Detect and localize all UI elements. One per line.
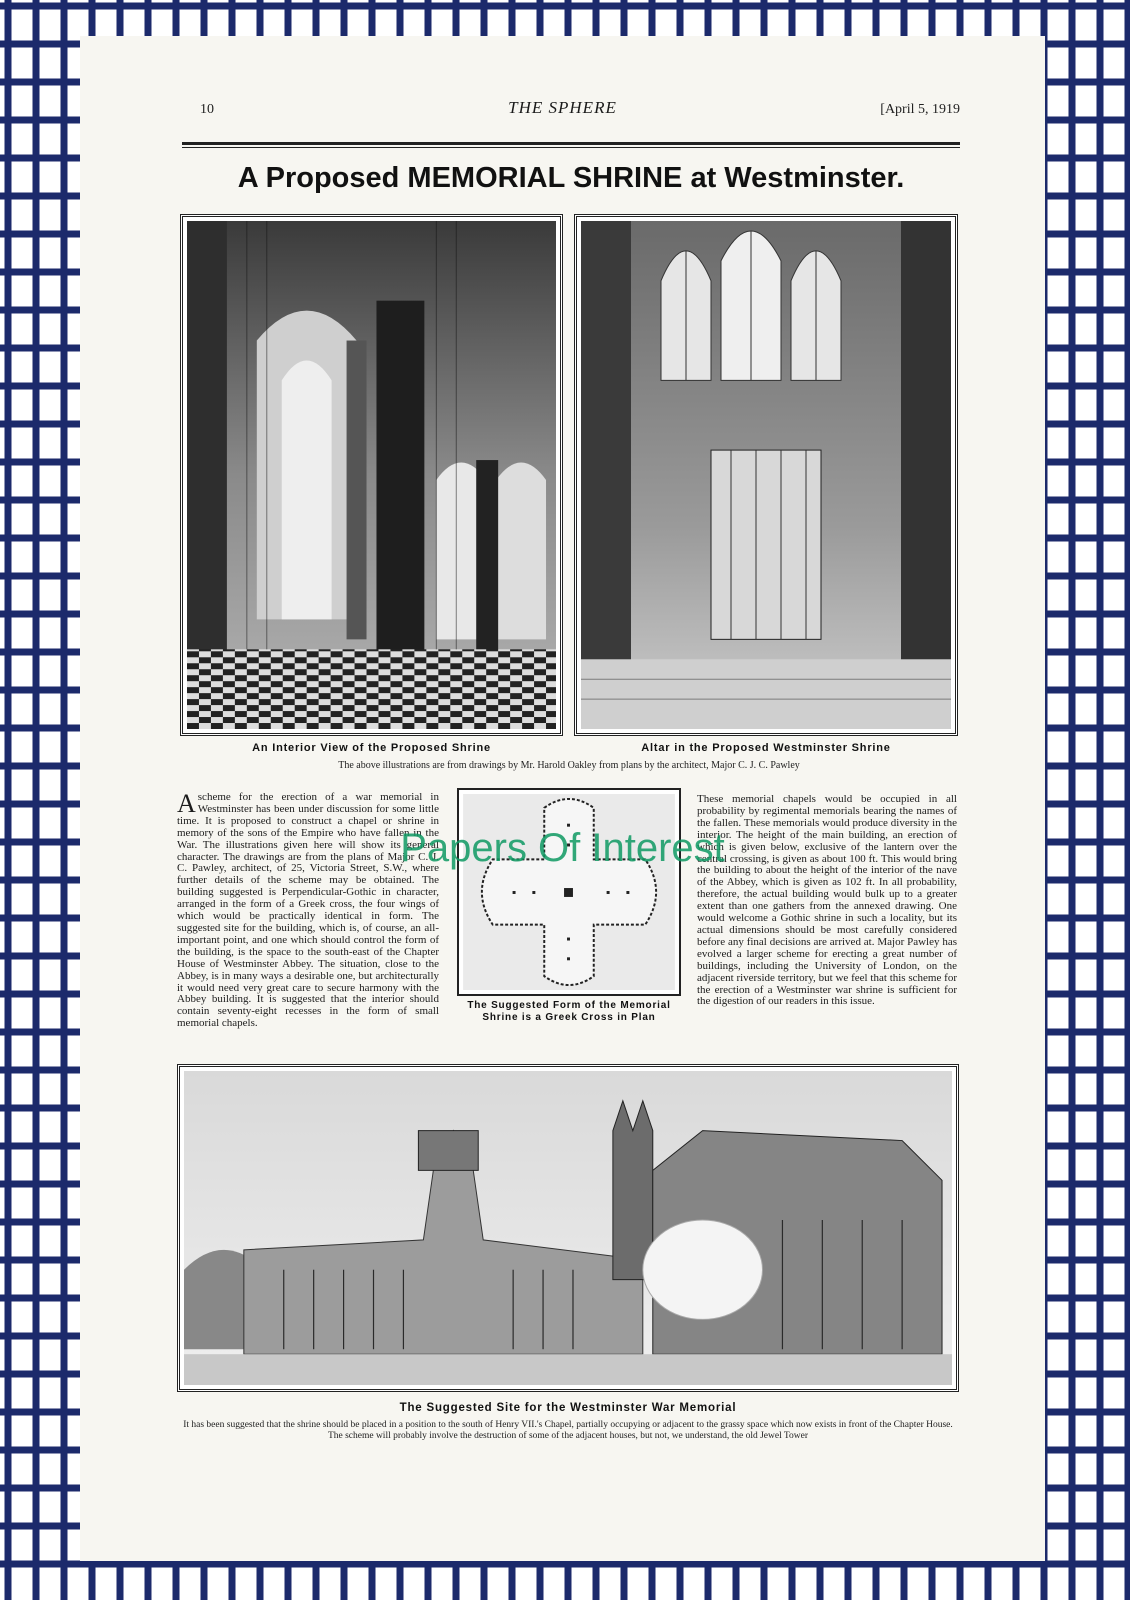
interior-view-illustration <box>180 214 563 736</box>
site-caption: The Suggested Site for the Westminster War Memorial <box>399 1402 737 1414</box>
greek-cross-plan <box>457 788 681 996</box>
plan-caption-line-2: Shrine is a Greek Cross in Plan <box>482 1012 656 1023</box>
greek-cross-plan-drawing <box>463 794 675 990</box>
drop-cap: A <box>177 789 196 818</box>
masthead: THE SPHERE <box>508 98 617 117</box>
header-rule <box>182 142 960 145</box>
issue-date: [April 5, 1919 <box>880 102 960 117</box>
altar-illustration <box>574 214 958 736</box>
watermark: Papers Of Interest <box>400 826 725 870</box>
plan-caption <box>450 1000 688 1024</box>
illustration-credit: The above illustrations are from drawings by Mr. Harold Oakley from plans by the architect, Major C. J. C. Pawley <box>338 760 800 771</box>
altar-caption: Altar in the Proposed Westminster Shrine <box>641 742 891 754</box>
newspaper-page <box>80 36 1045 1561</box>
site-note: It has been suggested that the shrine should be placed in a position to the south of Henry VII.'s Chapel, partially occupying or adjacent to the grassy space which now exists in front of the Chapter House. The scheme will probably involve the destruction of some of the adjacent houses, but not, we understand, the old Jewel Tower <box>183 1420 953 1441</box>
article-right-column: These memorial chapels would be occupied in all probability by regimental memorials bearing the names of the fallen. These memorials would produce diversity in the interior. The height of the main building, an erection of which is given below, exclusive of the lantern over the central crossing, is given as about 100 ft. This would bring the building to about the height of the interior of the nave of the Abbey, which is given as 102 ft. In all probability, therefore, the actual building would bulk up to a greater extent than one gathers from the annexed drawing. One would welcome a Gothic shrine in such a locality, but its actual dimensions should be most carefully considered before any final decisions are arrived at. Major Pawley has evolved a larger scheme for erecting a great number of buildings, including the University of London, on the adjacent riverside territory, but we feel that this scheme for the erection of a Westminster war shrine is sufficient for the digestion of our readers in this issue. <box>697 793 957 1008</box>
suggested-site-drawing <box>184 1071 952 1385</box>
headline: A Proposed MEMORIAL SHRINE at Westminster. <box>237 162 905 194</box>
altar-drawing <box>581 221 951 729</box>
plan-caption-line-1: The Suggested Form of the Memorial <box>467 1000 671 1011</box>
interior-view-drawing <box>187 221 556 729</box>
suggested-site-illustration <box>177 1064 959 1392</box>
article-left-text: scheme for the erection of a war memorial in Westminster has been under discussion for some little time. It is proposed to construct a chapel or shrine in memory of the sons of the Empire who have fallen in the War. The illustrations given here will show its general character. The drawings are from the plans of Major C. J. C. Pawley, architect, of 25, Victoria Street, S.W., where further details of the scheme may be obtained. The building suggested is Perpendicular-Gothic in character, arranged in the form of a Greek cross, the four wings of which would be practically identical in form. The suggested site for the building, which is, of course, an all-important point, and one which should control the form of the building, is the space to the south-east of the Chapter House of Westminster Abbey. The situation, close to the Abbey, is in many ways a desirable one, but architecturally it would need very great care to secure harmony with the Abbey building. It is suggested that the interior should contain seventy-eight recesses in the form of small memorial chapels. <box>177 791 439 1030</box>
header-rule-thin <box>182 147 960 148</box>
page-number: 10 <box>200 102 214 117</box>
interior-view-caption: An Interior View of the Proposed Shrine <box>252 742 491 754</box>
